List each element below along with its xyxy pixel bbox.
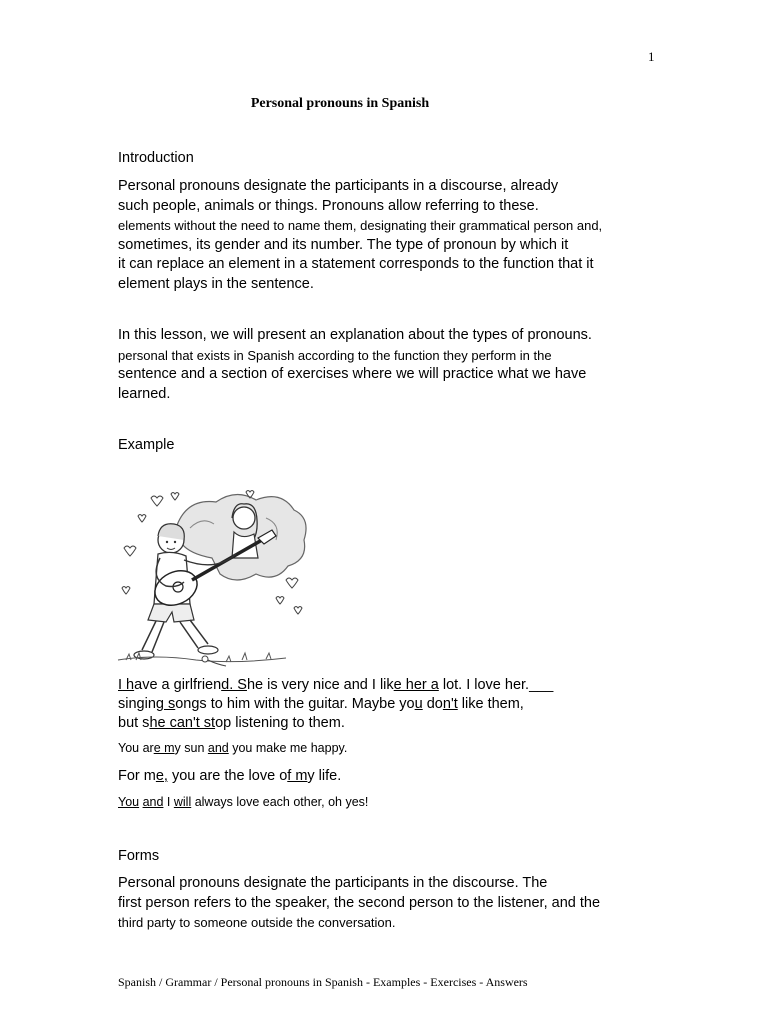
underlined-text: u: [414, 696, 423, 712]
paragraph-line: sentence and a section of exercises where we will practice what we have: [118, 366, 587, 382]
text-segment: you are the love o: [167, 768, 288, 784]
example-line: [118, 768, 341, 784]
paragraph-line: first person refers to the speaker, the second person to the listener, and the: [118, 894, 601, 911]
underlined-text: e her a: [393, 677, 439, 693]
paragraph-line: third party to someone outside the conversation.: [118, 915, 396, 930]
underlined-text: g s: [155, 696, 176, 712]
blank-underline: ___: [529, 677, 554, 693]
underlined-text: and: [142, 795, 164, 809]
paragraph-line: Personal pronouns designate the participants in the discourse. The: [118, 875, 548, 891]
underlined-text: h: [122, 677, 135, 693]
text-segment: For m: [118, 768, 156, 784]
underlined-text: and: [207, 741, 229, 755]
text-segment: op listening to them.: [215, 715, 345, 731]
text-segment: You ar: [118, 741, 154, 755]
paragraph-line: Personal pronouns designate the participants in a discourse, already: [118, 178, 559, 194]
paragraph-line: personal that exists in Spanish according to the function they perform in the: [118, 347, 552, 363]
text-segment: you make me happy.: [228, 741, 348, 755]
underlined-text: You: [118, 795, 140, 809]
introduction-heading: Introduction: [118, 150, 194, 166]
example-heading: Example: [118, 437, 175, 453]
text-segment: y life.: [307, 768, 342, 784]
paragraph-line: In this lesson, we will present an explanation about the types of pronouns.: [118, 327, 592, 343]
underlined-text: n't: [442, 696, 458, 712]
text-segment: I: [163, 795, 174, 809]
example-line: [118, 696, 524, 712]
forms-paragraph: [118, 874, 678, 933]
underlined-text: e,: [155, 768, 168, 784]
example-line: [118, 795, 368, 809]
lesson-paragraph: [118, 326, 678, 404]
example-line: [118, 715, 345, 731]
document-title: Personal pronouns in Spanish: [250, 96, 430, 111]
paragraph-line: elements without the need to name them, designating their grammatical person and,: [118, 218, 603, 233]
example-line: [118, 677, 553, 693]
underlined-text: e m: [153, 741, 175, 755]
example-line: [118, 741, 347, 755]
paragraph-line: learned.: [118, 385, 171, 402]
underlined-text: will: [173, 795, 192, 809]
text-segment: do: [422, 696, 443, 712]
text-segment: like them,: [457, 696, 524, 712]
paragraph-line: it can replace an element in a statement corresponds to the function that it: [118, 256, 594, 272]
underlined-text: I: [118, 677, 123, 693]
text-segment: y sun: [174, 741, 208, 755]
boy-playing-guitar-illustration: [116, 488, 308, 674]
text-segment: but s: [118, 715, 150, 731]
paragraph-line: sometimes, its gender and its number. The type of pronoun by which it: [118, 236, 569, 253]
text-segment: lot. I love her.: [438, 677, 530, 693]
text-segment: he is very nice and I lik: [246, 677, 394, 693]
forms-heading: Forms: [118, 848, 160, 864]
text-segment: always love each other, oh yes!: [191, 795, 369, 809]
page-footer: Spanish / Grammar / Personal pronouns in Spanish - Examples - Exercises - Answers: [118, 975, 528, 989]
paragraph-line: element plays in the sentence.: [118, 275, 314, 292]
text-segment: singin: [118, 696, 156, 712]
underlined-text: d. S: [221, 677, 247, 693]
page-number: 1: [648, 49, 655, 64]
paragraph-line: such people, animals or things. Pronouns allow referring to these.: [118, 197, 539, 214]
underlined-text: f m: [287, 768, 308, 784]
text-segment: ave a girlfrien: [134, 677, 222, 693]
text-segment: ongs to him with the guitar. Maybe yo: [175, 696, 415, 712]
underlined-text: he can't st: [149, 715, 216, 731]
introduction-paragraph: [118, 177, 678, 294]
